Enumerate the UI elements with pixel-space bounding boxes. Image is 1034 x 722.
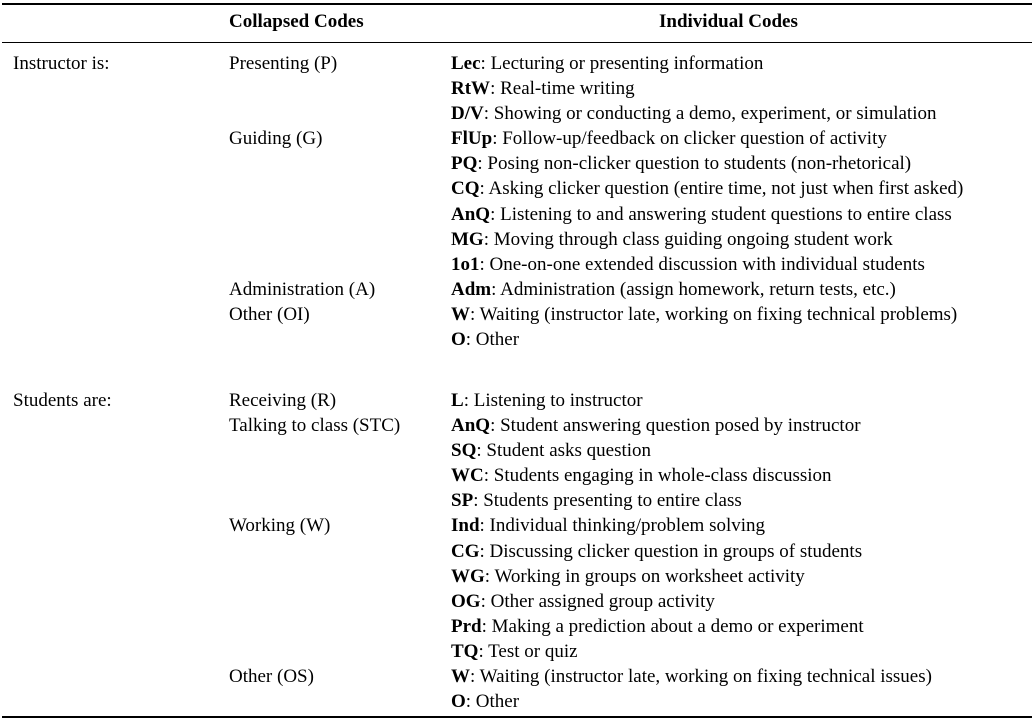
individual-code [451,151,911,176]
individual-code [451,252,925,277]
table-row [0,689,1034,714]
individual-code [451,227,893,252]
table-row [0,589,1034,614]
code-abbreviation: WG [451,565,485,587]
code-abbreviation: AnQ [451,203,491,225]
individual-code [451,76,635,101]
individual-code [451,589,715,614]
code-abbreviation: SP [451,490,474,512]
code-abbreviation: O [451,691,466,713]
code-abbreviation: Ind [451,515,480,537]
individual-code [451,488,742,513]
code-abbreviation: OG [451,590,481,612]
individual-code [451,327,519,352]
code-abbreviation: CG [451,540,480,562]
code-description: : Students engaging in whole-class discussion [483,465,832,487]
code-description: : Discussing clicker question in groups of students [479,540,863,562]
header-collapsed-codes: Collapsed Codes [229,11,364,32]
code-abbreviation: Prd [451,615,482,637]
individual-code [451,51,763,76]
code-description: : Asking clicker question (entire time, not just when first asked) [479,178,964,200]
section-students [0,388,1034,714]
table-bottom-rule [2,716,1032,718]
table-row [0,513,1034,538]
code-abbreviation: AnQ [451,415,491,437]
code-abbreviation: RtW [451,78,491,100]
individual-code [451,664,932,689]
individual-code [451,202,952,227]
individual-code [451,388,643,413]
code-abbreviation: MG [451,228,484,250]
collapsed-code: Talking to class (STC) [229,415,401,437]
table-row [0,176,1034,201]
code-description: : Waiting (instructor late, working on fixing technical issues) [470,666,932,688]
code-abbreviation: 1o1 [451,253,480,275]
table-top-rule [2,3,1032,5]
section-label: Students are: [13,390,112,411]
individual-code [451,101,937,126]
table-row [0,438,1034,463]
code-abbreviation: FlUp [451,128,493,150]
code-abbreviation: Lec [451,53,481,74]
code-description: : Showing or conducting a demo, experiment, or simulation [483,103,937,125]
table-row [0,539,1034,564]
code-abbreviation: O [451,329,466,351]
collapsed-code: Receiving (R) [229,390,337,411]
collapsed-code: Administration (A) [229,278,376,300]
table-row [0,101,1034,126]
table-row [0,126,1034,151]
code-description: : Lecturing or presenting information [480,53,764,74]
individual-code [451,438,651,463]
code-description: : Students presenting to entire class [473,490,742,512]
code-description: : Posing non-clicker question to students (non-rhetorical) [477,153,912,175]
code-description: : Other [465,691,520,713]
individual-code [451,689,519,714]
code-description: : Listening to instructor [463,390,643,411]
individual-code [451,564,805,589]
code-description: : Test or quiz [478,640,578,662]
code-abbreviation: PQ [451,153,478,175]
individual-code [451,302,957,327]
table-row [0,51,1034,76]
code-abbreviation: W [451,303,470,325]
code-abbreviation: W [451,666,470,688]
code-description: : Real-time writing [490,78,635,100]
collapsed-code: Other (OS) [229,666,314,688]
table-row [0,302,1034,327]
table-row [0,488,1034,513]
table-row [0,614,1034,639]
table-row [0,388,1034,413]
code-abbreviation: L [451,390,464,411]
code-abbreviation: D/V [451,103,484,125]
table-row [0,151,1034,176]
code-description: : Other [465,329,520,351]
individual-code [451,413,861,438]
table-row [0,463,1034,488]
section-instructor [0,51,1034,352]
header-individual-codes: Individual Codes [659,11,798,32]
table-row [0,664,1034,689]
code-description: : Moving through class guiding ongoing student work [483,228,893,250]
code-description: : Working in groups on worksheet activity [484,565,805,587]
code-description: : Student answering question posed by instructor [490,415,861,437]
code-description: : Administration (assign homework, return tests, etc.) [491,278,896,300]
code-description: : Waiting (instructor late, working on fixing technical problems) [470,303,958,325]
collapsed-code: Working (W) [229,515,331,537]
section-label: Instructor is: [13,53,110,74]
individual-code [451,639,578,664]
code-abbreviation: Adm [451,278,492,300]
table-row [0,639,1034,664]
individual-code [451,176,963,201]
table-row [0,413,1034,438]
code-description: : Follow-up/feedback on clicker question of activity [492,128,887,150]
individual-code [451,463,832,488]
code-description: : Other assigned group activity [480,590,715,612]
individual-code [451,513,765,538]
code-description: : Student asks question [476,440,652,462]
collapsed-code: Presenting (P) [229,53,338,74]
collapsed-code: Guiding (G) [229,128,323,150]
code-abbreviation: WC [451,465,484,487]
code-description: : Listening to and answering student questions to entire class [490,203,952,225]
code-description: : Individual thinking/problem solving [479,515,766,537]
table-row [0,227,1034,252]
individual-code [451,614,864,639]
individual-code [451,539,862,564]
code-description: : One-on-one extended discussion with individual students [479,253,925,275]
code-abbreviation: SQ [451,440,477,462]
code-description: : Making a prediction about a demo or experiment [481,615,864,637]
table-row [0,327,1034,352]
individual-code [451,126,887,151]
table-row [0,202,1034,227]
table-row [0,252,1034,277]
code-abbreviation: TQ [451,640,479,662]
individual-code [451,277,896,302]
table-row [0,564,1034,589]
header-rule [2,42,1032,43]
collapsed-code: Other (OI) [229,303,310,325]
table-row [0,277,1034,302]
table-row [0,76,1034,101]
code-abbreviation: CQ [451,178,480,200]
